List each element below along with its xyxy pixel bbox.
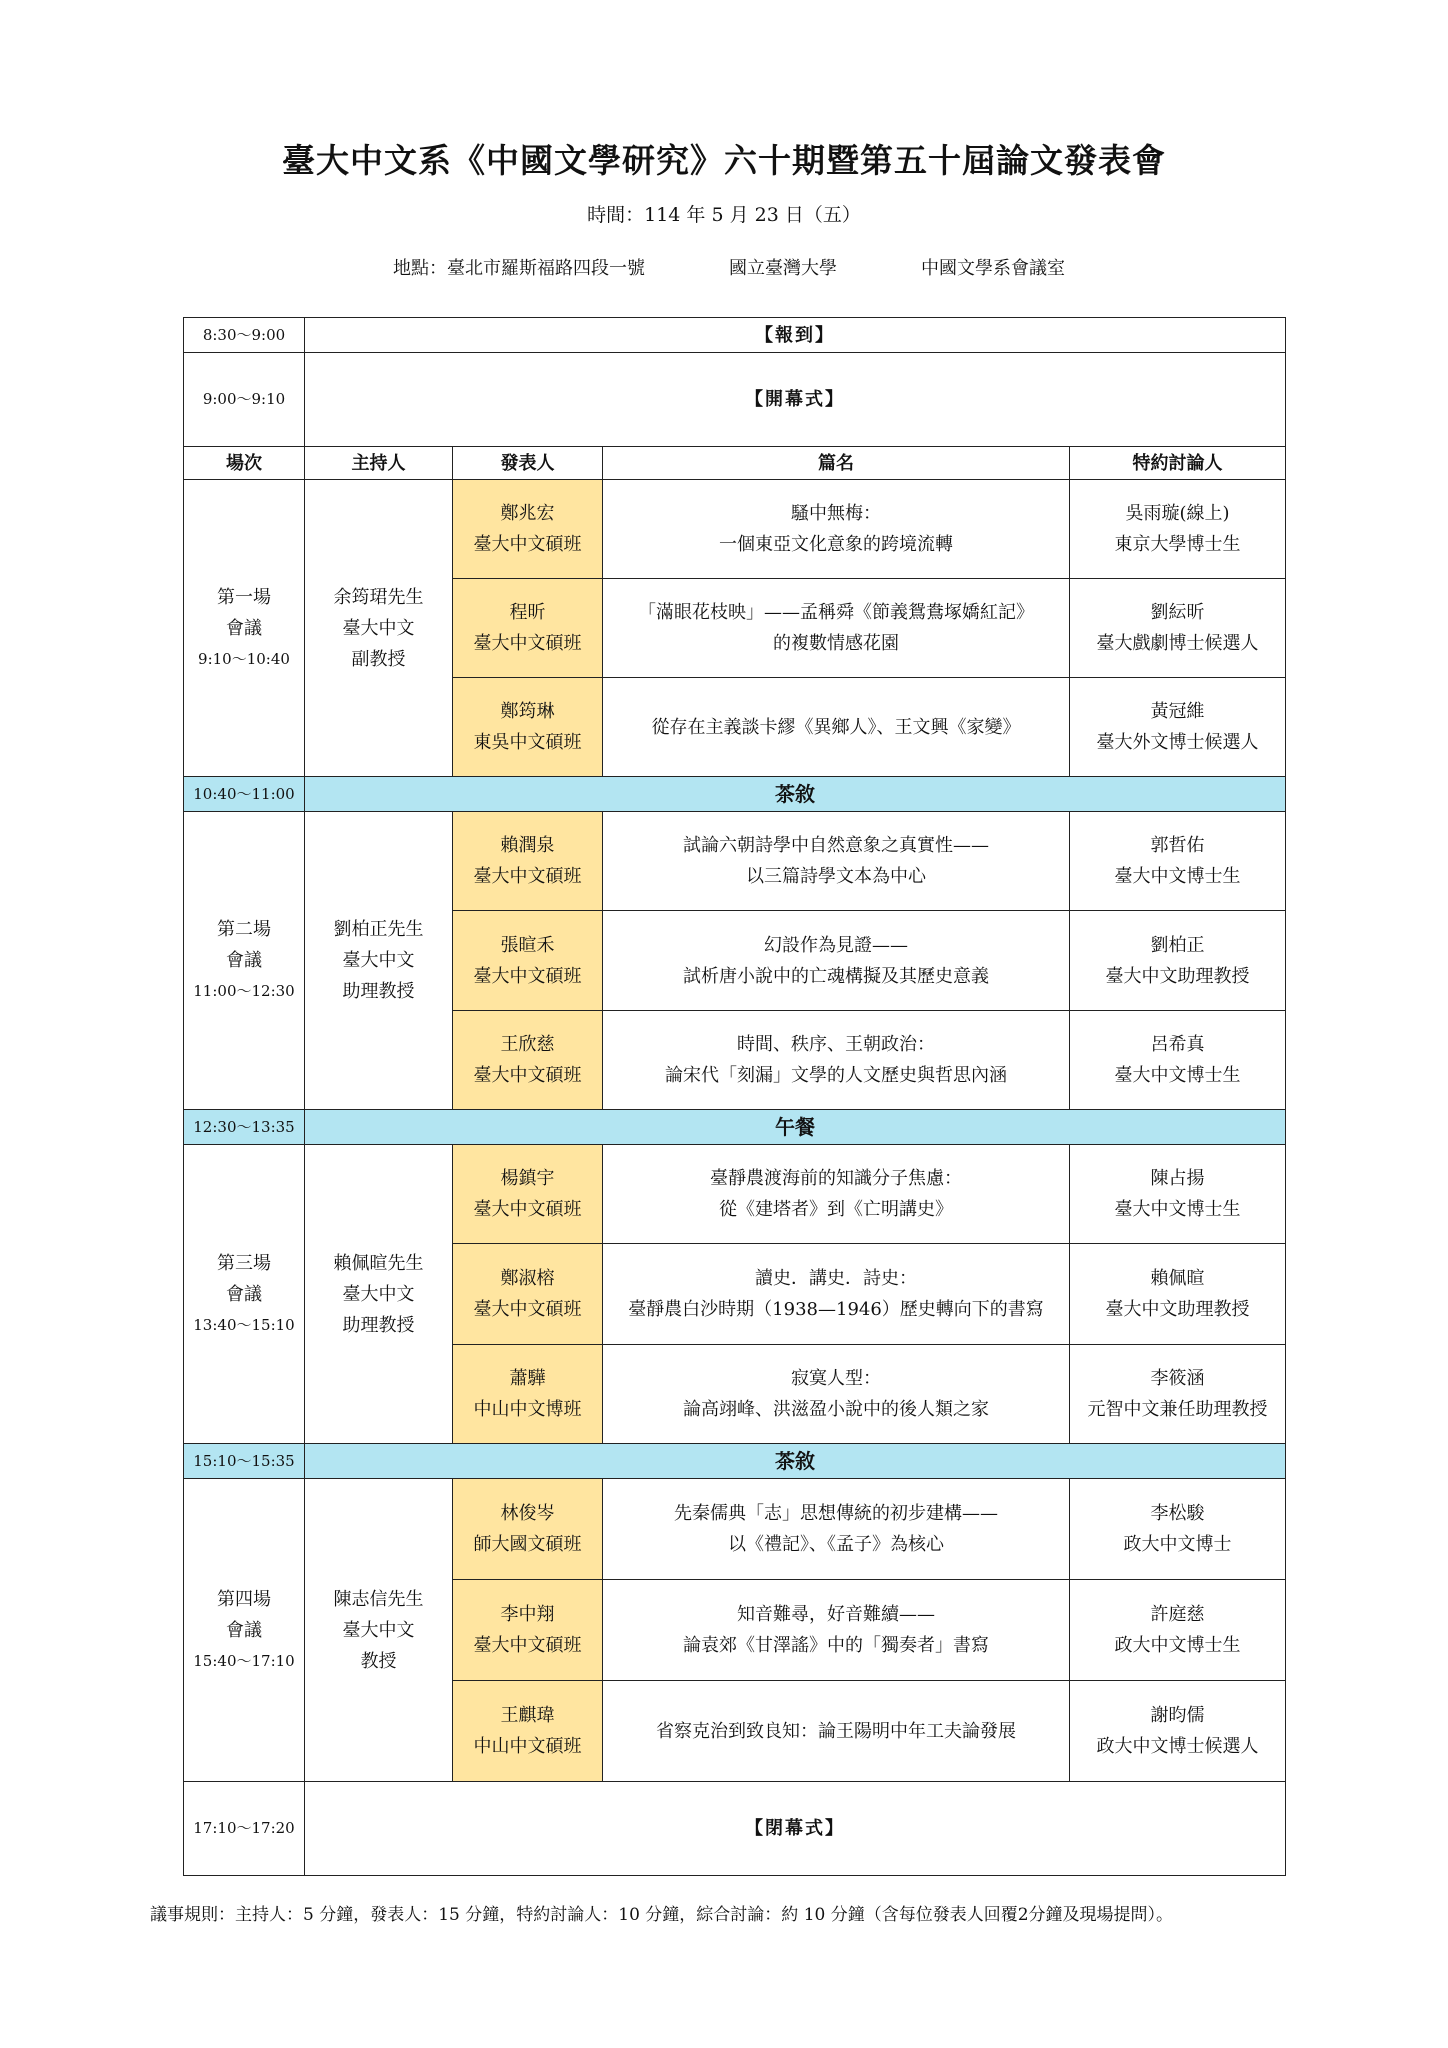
presenter-cell — [453, 1345, 603, 1444]
discussant-cell — [1070, 1345, 1286, 1444]
presenter-line: 程昕 — [509, 602, 546, 623]
presenter-line: 臺大中文碩班 — [473, 534, 582, 555]
host-cell — [305, 1145, 453, 1444]
discussant-cell — [1070, 678, 1286, 777]
discussant-line: 臺大中文博士生 — [1114, 1199, 1241, 1220]
presenter-cell — [453, 1681, 603, 1782]
opening-row — [184, 353, 1286, 447]
discussant-cell — [1070, 579, 1286, 678]
discussant-cell — [1070, 812, 1286, 911]
paper-line: 從《建塔者》到《亡明講史》 — [719, 1199, 953, 1220]
host-line: 臺大中文 — [342, 617, 415, 639]
header-presenter: 發表人 — [453, 447, 603, 480]
discussant-line: 臺大中文助理教授 — [1105, 965, 1250, 987]
header-paper: 篇名 — [603, 447, 1070, 480]
presenter-line: 賴潤泉 — [500, 835, 555, 856]
paper-cell — [603, 480, 1070, 579]
discussant-line: 呂希真 — [1150, 1034, 1205, 1055]
discussant-cell — [1070, 1681, 1286, 1782]
session-type: 會議 — [226, 950, 262, 971]
presenter-line: 中山中文碩班 — [473, 1736, 582, 1757]
break-time: 12:30～13:35 — [184, 1110, 305, 1145]
presenter-cell — [453, 1479, 603, 1580]
session-name: 第四場 — [217, 1588, 271, 1610]
host-line: 陳志信先生 — [333, 1588, 424, 1610]
host-cell — [305, 480, 453, 777]
discussant-line: 黃冠維 — [1150, 701, 1205, 722]
discussant-line: 劉柏正 — [1150, 934, 1205, 956]
paper-line: 「滿眼花枝映」——孟稱舜《節義鴛鴦塚嬌紅記》 — [638, 602, 1034, 623]
discussant-line: 謝昀儒 — [1150, 1705, 1205, 1726]
paper-line: 寂寞人型： — [791, 1368, 881, 1389]
session-row — [184, 1479, 1286, 1580]
paper-line: 論宋代「刻漏」文學的人文歷史與哲思內涵 — [665, 1065, 1007, 1086]
presenter-line: 師大國文碩班 — [473, 1534, 582, 1555]
presenter-line: 臺大中文碩班 — [473, 965, 582, 987]
header-discussant: 特約討論人 — [1070, 447, 1286, 480]
presenter-line: 臺大中文碩班 — [473, 1299, 582, 1320]
host-line: 臺大中文 — [342, 950, 415, 971]
checkin-label: 【報到】 — [305, 318, 1286, 353]
session-time: 15:40～17:10 — [193, 1651, 295, 1670]
place-address: 地點：臺北市羅斯福路四段一號 — [393, 258, 645, 279]
checkin-row — [184, 318, 1286, 353]
paper-cell — [603, 812, 1070, 911]
paper-line: 讀史．講史．詩史： — [755, 1268, 917, 1289]
session-name: 第二場 — [217, 919, 271, 940]
paper-line: 一個東亞文化意象的跨境流轉 — [719, 534, 953, 555]
opening-time: 9:00～9:10 — [184, 353, 305, 447]
discussant-line: 政大中文博士生 — [1114, 1635, 1241, 1656]
session-name: 第一場 — [217, 586, 271, 608]
presenter-cell — [453, 1580, 603, 1681]
host-line: 賴佩暄先生 — [333, 1252, 424, 1274]
paper-cell — [603, 678, 1070, 777]
paper-cell — [603, 1011, 1070, 1110]
host-line: 副教授 — [351, 648, 406, 670]
host-cell — [305, 812, 453, 1110]
host-line: 教授 — [360, 1650, 397, 1672]
presenter-line: 臺大中文碩班 — [473, 1065, 582, 1086]
presenter-line: 蕭驊 — [509, 1368, 546, 1389]
closing-time: 17:10～17:20 — [184, 1782, 305, 1876]
discussant-cell — [1070, 1244, 1286, 1345]
place-room: 中國文學系會議室 — [921, 258, 1065, 279]
presenter-line: 臺大中文碩班 — [473, 866, 582, 887]
break-row — [184, 1444, 1286, 1479]
presenter-line: 臺大中文碩班 — [473, 1199, 582, 1220]
session-cell — [184, 1145, 305, 1444]
host-line: 劉柏正先生 — [333, 919, 424, 940]
discussant-line: 政大中文博士候選人 — [1096, 1736, 1259, 1757]
discussant-line: 東京大學博士生 — [1114, 534, 1241, 555]
paper-cell — [603, 579, 1070, 678]
presenter-cell — [453, 1011, 603, 1110]
break-label: 茶敘 — [305, 1444, 1286, 1479]
discussant-cell — [1070, 480, 1286, 579]
paper-line: 時間、秩序、王朝政治： — [737, 1034, 935, 1055]
session-row — [184, 1145, 1286, 1244]
paper-cell — [603, 1345, 1070, 1444]
presenter-line: 鄭兆宏 — [500, 503, 555, 524]
page-title: 臺大中文系《中國文學研究》六十期暨第五十屆論文發表會 — [282, 141, 1166, 180]
host-line: 臺大中文 — [342, 1619, 415, 1641]
presenter-line: 鄭筠琳 — [500, 701, 555, 722]
schedule-table — [183, 317, 1286, 1876]
discussant-line: 臺大中文助理教授 — [1105, 1299, 1250, 1320]
break-row — [184, 1110, 1286, 1145]
presenter-line: 李中翔 — [500, 1604, 555, 1625]
host-line: 余筠珺先生 — [333, 586, 424, 608]
session-time: 9:10～10:40 — [198, 649, 290, 668]
presenter-line: 中山中文博班 — [473, 1399, 582, 1420]
paper-cell — [603, 1580, 1070, 1681]
discussant-line: 臺大中文博士生 — [1114, 866, 1241, 887]
presenter-cell — [453, 911, 603, 1011]
paper-line: 的複數情感花園 — [773, 633, 899, 654]
presenter-line: 張暄禾 — [500, 934, 555, 956]
paper-line: 臺靜農白沙時期（1938—1946）歷史轉向下的書寫 — [628, 1299, 1044, 1320]
discussant-line: 政大中文博士 — [1123, 1534, 1232, 1555]
presenter-cell — [453, 1244, 603, 1345]
session-row — [184, 480, 1286, 579]
session-cell — [184, 812, 305, 1110]
paper-cell — [603, 1244, 1070, 1345]
paper-cell — [603, 1479, 1070, 1580]
session-type: 會議 — [226, 617, 262, 639]
event-place — [393, 254, 1093, 280]
discussant-line: 郭哲佑 — [1150, 835, 1205, 856]
paper-line: 先秦儒典「志」思想傳統的初步建構—— — [674, 1503, 998, 1524]
host-line: 臺大中文 — [342, 1283, 415, 1305]
presenter-line: 王麒瑋 — [500, 1705, 555, 1726]
closing-label: 【閉幕式】 — [305, 1782, 1286, 1876]
paper-line: 論高翊峰、洪滋盈小說中的後人類之家 — [683, 1399, 989, 1420]
session-cell — [184, 480, 305, 777]
paper-cell — [603, 1145, 1070, 1244]
opening-label: 【開幕式】 — [305, 353, 1286, 447]
discussant-line: 陳占揚 — [1150, 1168, 1205, 1189]
presenter-line: 東吳中文碩班 — [473, 732, 582, 753]
presenter-cell — [453, 480, 603, 579]
discussant-line: 劉紜昕 — [1150, 602, 1205, 623]
session-cell — [184, 1479, 305, 1782]
discussant-line: 李筱涵 — [1150, 1368, 1205, 1389]
header-host: 主持人 — [305, 447, 453, 480]
paper-line: 以三篇詩學文本為中心 — [746, 866, 926, 887]
paper-line: 從存在主義談卡繆《異鄉人》、王文興《家變》 — [651, 716, 1021, 738]
discussant-cell — [1070, 1479, 1286, 1580]
place-university: 國立臺灣大學 — [729, 258, 837, 279]
presenter-cell — [453, 1145, 603, 1244]
session-name: 第三場 — [217, 1252, 271, 1274]
paper-line: 試析唐小說中的亡魂構擬及其歷史意義 — [683, 965, 989, 987]
session-type: 會議 — [226, 1619, 262, 1641]
header-session: 場次 — [184, 447, 305, 480]
session-row — [184, 812, 1286, 911]
paper-line: 知音難尋，好音難續—— — [737, 1604, 935, 1625]
discussant-cell — [1070, 911, 1286, 1011]
discussant-line: 賴佩暄 — [1150, 1268, 1205, 1289]
header-row — [184, 447, 1286, 480]
session-time: 13:40～15:10 — [193, 1315, 295, 1334]
discussant-cell — [1070, 1580, 1286, 1681]
discussant-line: 臺大中文博士生 — [1114, 1065, 1241, 1086]
discussant-line: 許庭慈 — [1150, 1604, 1205, 1625]
break-row — [184, 777, 1286, 812]
presenter-line: 臺大中文碩班 — [473, 633, 582, 654]
discussant-cell — [1070, 1011, 1286, 1110]
presenter-line: 楊鎮宇 — [500, 1168, 555, 1189]
presenter-cell — [453, 678, 603, 777]
host-line: 助理教授 — [342, 1314, 415, 1336]
event-time: 時間：114 年 5 月 23 日（五） — [587, 204, 861, 226]
break-label: 茶敘 — [305, 777, 1286, 812]
break-time: 10:40～11:00 — [184, 777, 305, 812]
presenter-line: 鄭淑榕 — [500, 1268, 555, 1289]
paper-cell — [603, 1681, 1070, 1782]
discussant-cell — [1070, 1145, 1286, 1244]
rules-footer: 議事規則：主持人：5 分鐘，發表人：15 分鐘，特約討論人：10 分鐘，綜合討論：約 10 分鐘（含每位發表人回覆2分鐘及現場提問）。 — [150, 1905, 1174, 1925]
discussant-line: 臺大戲劇博士候選人 — [1096, 633, 1259, 654]
discussant-line: 吳雨璇(線上) — [1125, 503, 1230, 524]
session-type: 會議 — [226, 1283, 262, 1305]
session-time: 11:00～12:30 — [193, 982, 295, 1000]
paper-line: 省察克治到致良知：論王陽明中年工夫論發展 — [656, 1720, 1016, 1742]
closing-row — [184, 1782, 1286, 1876]
break-time: 15:10～15:35 — [184, 1444, 305, 1479]
paper-line: 以《禮記》、《孟子》為核心 — [728, 1534, 944, 1555]
presenter-line: 王欣慈 — [500, 1034, 555, 1055]
checkin-time: 8:30～9:00 — [184, 318, 305, 353]
paper-line: 騷中無梅： — [791, 503, 881, 524]
break-label: 午餐 — [305, 1110, 1286, 1145]
paper-line: 試論六朝詩學中自然意象之真實性—— — [683, 835, 989, 856]
presenter-line: 林俊岑 — [500, 1503, 555, 1524]
presenter-cell — [453, 812, 603, 911]
presenter-line: 臺大中文碩班 — [473, 1635, 582, 1656]
paper-line: 臺靜農渡海前的知識分子焦慮： — [710, 1168, 962, 1189]
paper-cell — [603, 911, 1070, 1011]
discussant-line: 臺大外文博士候選人 — [1096, 732, 1259, 753]
presenter-cell — [453, 579, 603, 678]
paper-line: 論袁郊《甘澤謠》中的「獨奏者」書寫 — [683, 1635, 989, 1656]
paper-line: 幻設作為見證—— — [764, 934, 908, 956]
discussant-line: 元智中文兼任助理教授 — [1087, 1399, 1268, 1420]
discussant-line: 李松駿 — [1150, 1503, 1205, 1524]
host-line: 助理教授 — [342, 981, 415, 1002]
host-cell — [305, 1479, 453, 1782]
